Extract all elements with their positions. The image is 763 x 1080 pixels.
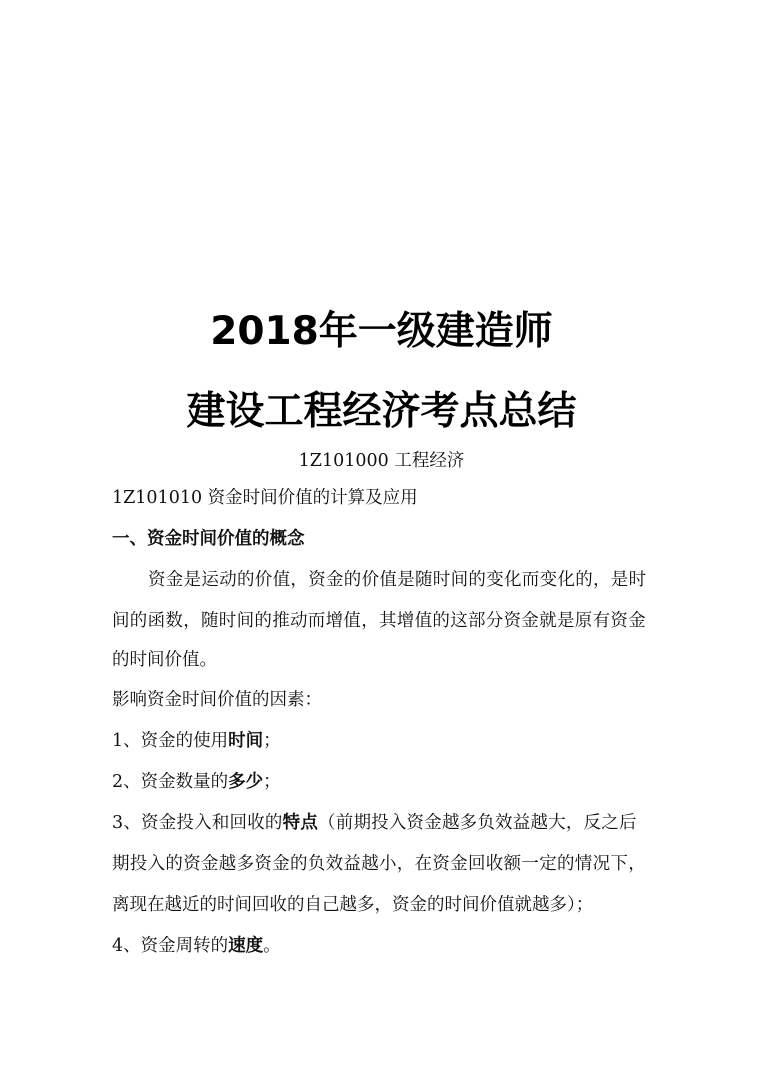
factor-keyword: 特点: [282, 813, 319, 833]
paragraph-line: 的时间价值。: [112, 650, 217, 670]
factor-item: [112, 770, 281, 794]
subsection-heading: [112, 527, 305, 551]
factor-item: [112, 811, 637, 835]
factor-continuation: 离现在越近的时间回收的自己越多，资金的时间价值就越多）；: [112, 895, 594, 915]
factor-text: 1、资金的使用: [112, 731, 229, 751]
factor-suffix: 。: [263, 936, 281, 956]
factor-text: 2、资金数量的: [112, 772, 229, 792]
document-title-line1: 2018年一级建造师: [210, 309, 553, 354]
chapter-heading: 1Z101000 工程经济: [298, 451, 465, 471]
factor-continuation: 期投入的资金越多资金的负效益越小，在资金回收额一定的情况下，: [112, 854, 646, 874]
factor-suffix: ；: [263, 772, 281, 792]
factor-suffix: （前期投入资金越多负效益越大，反之后: [318, 813, 637, 833]
factor-keyword: 速度: [228, 936, 264, 956]
factor-suffix: ；: [263, 731, 281, 751]
factor-item: [112, 729, 281, 753]
factor-keyword: 时间: [228, 731, 264, 751]
factor-text: 4、资金周转的: [112, 936, 229, 956]
subsection-heading-text: 一、资金时间价值的概念: [112, 529, 305, 549]
factor-text: 3、资金投入和回收的: [112, 813, 283, 833]
document-title-line2: 建设工程经济考点总结: [186, 389, 577, 434]
paragraph-line: 间的函数，随时间的推动而增值，其增值的这部分资金就是原有资金: [112, 611, 646, 631]
factors-heading: 影响资金时间价值的因素：: [112, 690, 322, 710]
section-heading: 1Z101010 资金时间价值的计算及应用: [112, 488, 418, 508]
factor-keyword: 多少: [228, 772, 264, 792]
factor-item: [112, 934, 281, 958]
paragraph-line: 资金是运动的价值，资金的价值是随时间的变化而变化的，是时: [148, 570, 647, 590]
